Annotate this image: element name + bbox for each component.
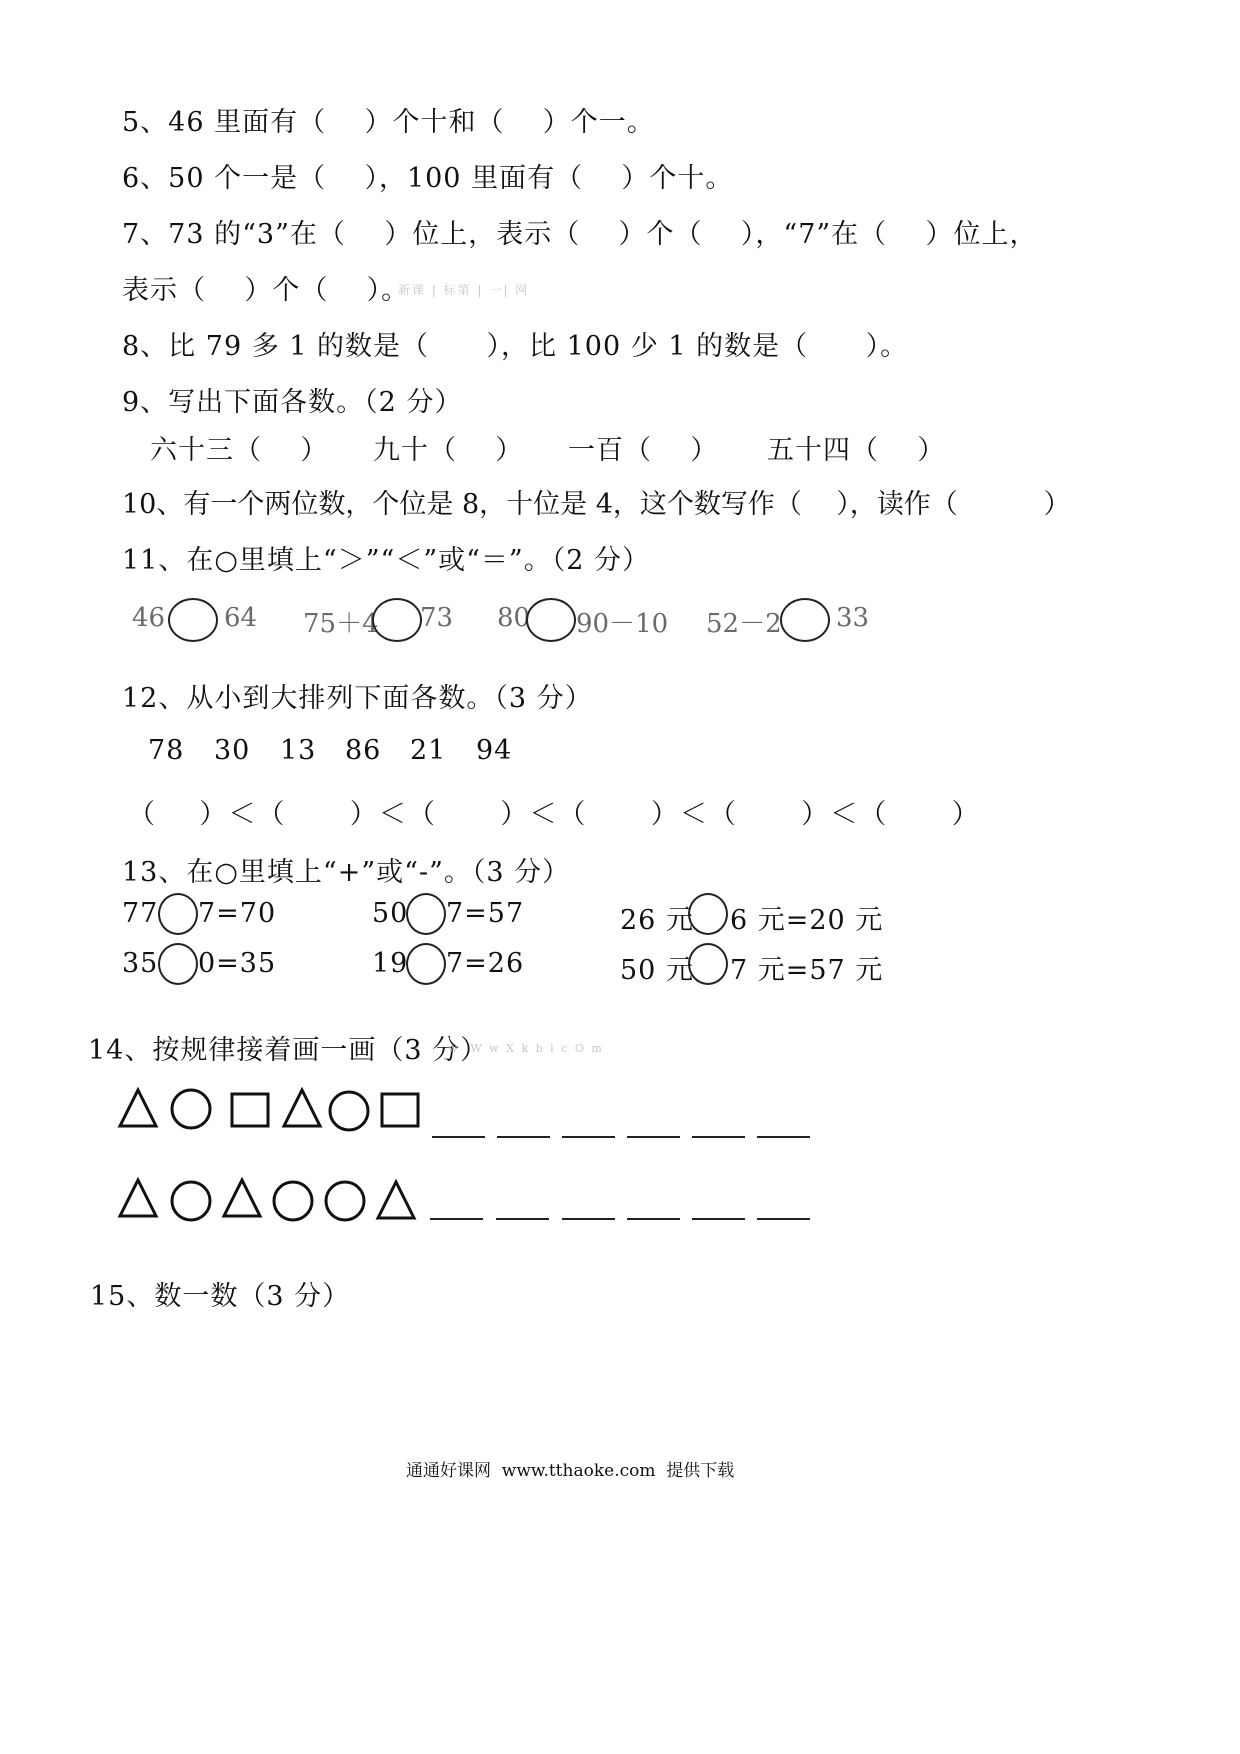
answer-blank[interactable]	[562, 1136, 615, 1138]
triangle-icon	[118, 1178, 158, 1218]
q13-answer-circle-2[interactable]	[406, 893, 446, 935]
q11-answer-circle-1[interactable]	[168, 598, 218, 642]
q11-answer-circle-4[interactable]	[780, 598, 830, 642]
triangle-icon	[282, 1088, 322, 1128]
q11-item-2-left: 75＋4	[303, 609, 379, 639]
q13-item-6-right: 7 元=57 元	[730, 955, 884, 986]
question-13: 13、在○里填上“+”或“-”。（3 分）	[122, 857, 571, 888]
q11-item-2-right: 73	[420, 603, 454, 633]
answer-blank[interactable]	[627, 1218, 680, 1220]
q11-item-3-left: 80	[497, 603, 531, 633]
question-14: 14、按规律接着画一画（3 分）	[88, 1035, 489, 1066]
q13-item-5-left: 19	[372, 948, 409, 979]
answer-blank[interactable]	[562, 1218, 615, 1220]
q13-item-6-left: 50 元	[620, 955, 694, 986]
question-8: 8、比 79 多 1 的数是（ ），比 100 少 1 的数是（ ）。	[122, 331, 909, 362]
q11-answer-circle-2[interactable]	[372, 598, 422, 642]
q12-number-2: 30	[214, 735, 251, 766]
q9-item-4: 五十四（ ）	[767, 435, 946, 466]
q13-item-2-left: 50	[372, 898, 409, 929]
q11-item-1-right: 64	[224, 603, 258, 633]
q9-item-1: 六十三（ ）	[150, 435, 329, 466]
q11-item-4-right: 33	[836, 603, 870, 633]
circle-icon	[170, 1088, 212, 1130]
q13-item-5-right: 7=26	[446, 948, 525, 979]
q9-item-3: 一百（ ）	[568, 435, 719, 466]
q9-item-2: 九十（ ）	[373, 435, 524, 466]
answer-blank[interactable]	[432, 1136, 485, 1138]
q13-answer-circle-4[interactable]	[158, 943, 198, 985]
q13-answer-circle-1[interactable]	[158, 893, 198, 935]
question-11: 11、在○里填上“＞”“＜”或“＝”。（2 分）	[122, 545, 650, 576]
question-9: 9、写出下面各数。（2 分）	[122, 387, 463, 418]
answer-blank[interactable]	[496, 1218, 549, 1220]
q12-number-1: 78	[148, 735, 185, 766]
q12-number-3: 13	[280, 735, 317, 766]
triangle-icon	[118, 1088, 158, 1128]
watermark-text-2: w W w X k b l c O m	[448, 1042, 604, 1055]
q11-item-1-left: 46	[132, 603, 166, 633]
triangle-icon	[376, 1180, 416, 1220]
answer-blank[interactable]	[692, 1218, 745, 1220]
answer-blank[interactable]	[692, 1136, 745, 1138]
q13-item-2-right: 7=57	[446, 898, 525, 929]
q13-item-4-right: 0=35	[198, 948, 277, 979]
q11-answer-circle-3[interactable]	[526, 598, 576, 642]
q13-item-1-left: 77	[122, 898, 159, 929]
question-15: 15、数一数（3 分）	[90, 1281, 351, 1312]
q11-item-3-right: 90－10	[576, 609, 669, 639]
q13-item-3-right: 6 元=20 元	[730, 905, 884, 936]
circle-icon	[328, 1090, 370, 1132]
q13-item-4-left: 35	[122, 948, 159, 979]
q12-number-5: 21	[410, 735, 447, 766]
q12-order-line: （ ）＜（ ）＜（ ）＜（ ）＜（ ）＜（ ）	[128, 799, 981, 830]
circle-icon	[272, 1180, 314, 1222]
q11-item-4-left: 52－2	[706, 609, 782, 639]
page-footer: 通通好课网 www.tthaoke.com 提供下载	[406, 1461, 735, 1481]
q13-answer-circle-5[interactable]	[406, 943, 446, 985]
circle-icon	[324, 1180, 366, 1222]
watermark-text: 新课 | 标第 | 一| 网	[398, 283, 530, 297]
triangle-icon	[222, 1178, 262, 1218]
q13-answer-circle-6[interactable]	[688, 943, 728, 985]
question-6: 6、50 个一是（ ），100 里面有（ ）个十。	[122, 163, 734, 194]
q12-number-6: 94	[476, 735, 513, 766]
answer-blank[interactable]	[757, 1218, 810, 1220]
answer-blank[interactable]	[430, 1218, 483, 1220]
q12-number-4: 86	[345, 735, 382, 766]
q13-answer-circle-3[interactable]	[688, 893, 728, 935]
q13-item-3-left: 26 元	[620, 905, 694, 936]
answer-blank[interactable]	[757, 1136, 810, 1138]
question-10: 10、有一个两位数，个位是 8，十位是 4，这个数写作（ ），读作（ ）	[122, 489, 1071, 520]
question-7-line-1: 7、73 的“3”在（ ）位上，表示（ ）个（ ），“7”在（ ）位上，	[122, 219, 1038, 250]
circle-icon	[170, 1180, 212, 1222]
question-7-line-2: 表示（ ）个（ ）。	[122, 275, 410, 306]
square-icon	[380, 1092, 420, 1128]
square-icon	[230, 1092, 270, 1128]
question-5: 5、46 里面有（ ）个十和（ ）个一。	[122, 107, 655, 138]
question-12: 12、从小到大排列下面各数。（3 分）	[122, 683, 593, 714]
answer-blank[interactable]	[627, 1136, 680, 1138]
answer-blank[interactable]	[497, 1136, 550, 1138]
q13-item-1-right: 7=70	[198, 898, 277, 929]
